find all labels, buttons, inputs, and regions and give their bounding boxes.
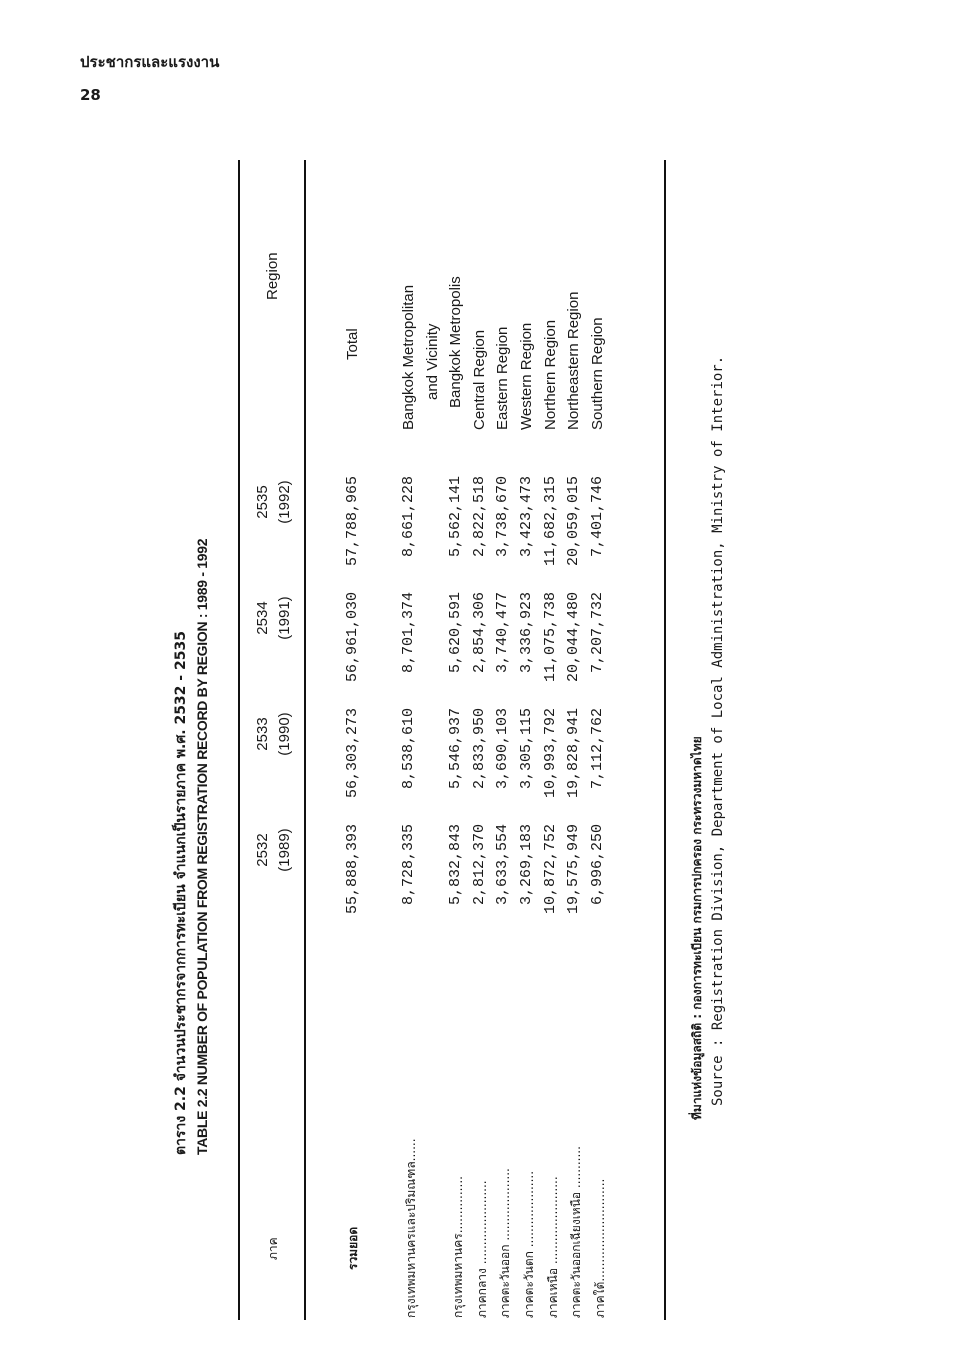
- col-header-1992: [252, 462, 296, 542]
- table-cell: 20,059,015: [565, 476, 583, 567]
- col-year-be: 2535: [254, 485, 271, 519]
- col-header-1989: [252, 810, 296, 890]
- table-cell: 3,690,103: [494, 708, 512, 790]
- rotated-table-block: [160, 160, 740, 1320]
- row-label-th: ภาคตะวันออกเฉียงเหนือ ...........: [569, 1146, 584, 1318]
- table-cell: 3,269,183: [518, 824, 535, 906]
- row-label-en: Bangkok Metropolis: [447, 276, 465, 408]
- table-cell: 5,562,141: [447, 476, 465, 558]
- page-header: ประชากรและแรงงาน: [80, 53, 220, 71]
- table-cell: 7,401,746: [588, 476, 606, 558]
- row-label-th: กรุงเทพมหานคร...............: [451, 1176, 466, 1318]
- table-header-rule: [304, 160, 306, 1320]
- table-cell: 10,872,752: [541, 824, 559, 915]
- table-title-th: ตาราง 2.2 จำนวนประชากรจากการทะเบียน จำแนกเป็นรายภาค พ.ศ. 2532 - 2535: [173, 631, 189, 1155]
- table-cell: 8,701,374: [400, 592, 417, 674]
- table-cell: 5,832,843: [447, 824, 465, 906]
- col-year-ce: (1989): [276, 828, 293, 872]
- row-label-th: ภาคเหนือ .......................: [545, 1176, 560, 1318]
- table-cell: 2,833,950: [470, 708, 488, 790]
- row-label-en: Bangkok Metropolitan: [400, 284, 417, 430]
- table-cell: 7,207,732: [588, 592, 606, 674]
- row-label-en: Northeastern Region: [565, 291, 583, 430]
- row-label-th: ภาคใต้...........................: [592, 1178, 607, 1318]
- table-cell: 11,682,315: [541, 476, 559, 567]
- col-year-be: 2533: [254, 717, 271, 751]
- row-label-th: ภาคตะวันออก ...................: [498, 1168, 513, 1318]
- table-cell: 8,728,335: [400, 824, 417, 906]
- table-cell: 2,854,306: [470, 592, 488, 674]
- table-cell: 20,044,480: [565, 592, 583, 683]
- col-header-1990: [252, 694, 296, 774]
- col-year-be: 2532: [254, 833, 271, 867]
- col-year-ce: (1990): [276, 712, 293, 756]
- table-top-rule: [238, 160, 240, 1320]
- row-label-en: Western Region: [518, 322, 535, 430]
- col-year-ce: (1992): [276, 480, 293, 524]
- table-cell: 3,740,477: [494, 592, 512, 674]
- table-title-en: TABLE 2.2 NUMBER OF POPULATION FROM REGISTRATION RECORD BY REGION : 1989 - 1992: [194, 538, 210, 1155]
- row-label-th: ภาคกลาง ......................: [474, 1180, 489, 1318]
- row-label-en: Eastern Region: [494, 326, 512, 430]
- table-bottom-rule: [664, 160, 666, 1320]
- table-cell: 3,336,923: [518, 592, 535, 674]
- table-cell: 5,620,591: [447, 592, 465, 674]
- col-year-be: 2534: [254, 601, 271, 635]
- col-year-ce: (1991): [276, 596, 293, 640]
- total-label-th: รวมยอด: [346, 1226, 360, 1270]
- row-label-th: กรุงเทพมหานครและปริมณฑล......: [404, 1138, 418, 1318]
- table-cell: 3,738,670: [494, 476, 512, 558]
- total-label-en: Total: [344, 328, 361, 360]
- table-cell: 7,112,762: [588, 708, 606, 790]
- table-cell: 3,423,473: [518, 476, 535, 558]
- table-cell: 2,822,518: [470, 476, 488, 558]
- table-cell: 11,075,738: [541, 592, 559, 683]
- table-cell: 6,996,250: [588, 824, 606, 906]
- col-header-region-th: ภาค: [266, 1237, 280, 1260]
- source-en: Source : Registration Division, Department of Local Administration, Ministry of Interior.: [710, 355, 726, 1106]
- row-label-en: Southern Region: [588, 317, 606, 430]
- table-cell: 8,538,610: [400, 708, 417, 790]
- page-number: 28: [80, 86, 101, 104]
- source-th: ที่มาแห่งข้อมูลสถิติ : กองการทะเบียน กรมการปกครอง กระทรวงมหาดไทย: [690, 736, 704, 1120]
- total-1991: 56,961,030: [344, 592, 361, 683]
- table-cell: 10,993,792: [541, 708, 559, 799]
- total-1990: 56,303,273: [344, 708, 361, 799]
- row-label-en: Northern Region: [541, 319, 559, 430]
- col-header-region-en: Region: [264, 252, 281, 300]
- table-cell: 5,546,937: [447, 708, 465, 790]
- total-1992: 57,788,965: [344, 476, 361, 567]
- table-cell: 2,812,370: [470, 824, 488, 906]
- row-label-en: Central Region: [470, 329, 488, 430]
- row-label-en: and Vicinity: [423, 323, 441, 400]
- row-label-th: ภาคตะวันตก ....................: [522, 1170, 536, 1318]
- table-cell: 3,305,115: [518, 708, 535, 790]
- table-cell: 3,633,554: [494, 824, 512, 906]
- col-header-1991: [252, 578, 296, 658]
- table-cell: 8,661,228: [400, 476, 417, 558]
- total-1989: 55,888,393: [344, 824, 361, 915]
- table-cell: 19,828,941: [565, 708, 583, 799]
- table-cell: 19,575,949: [565, 824, 583, 915]
